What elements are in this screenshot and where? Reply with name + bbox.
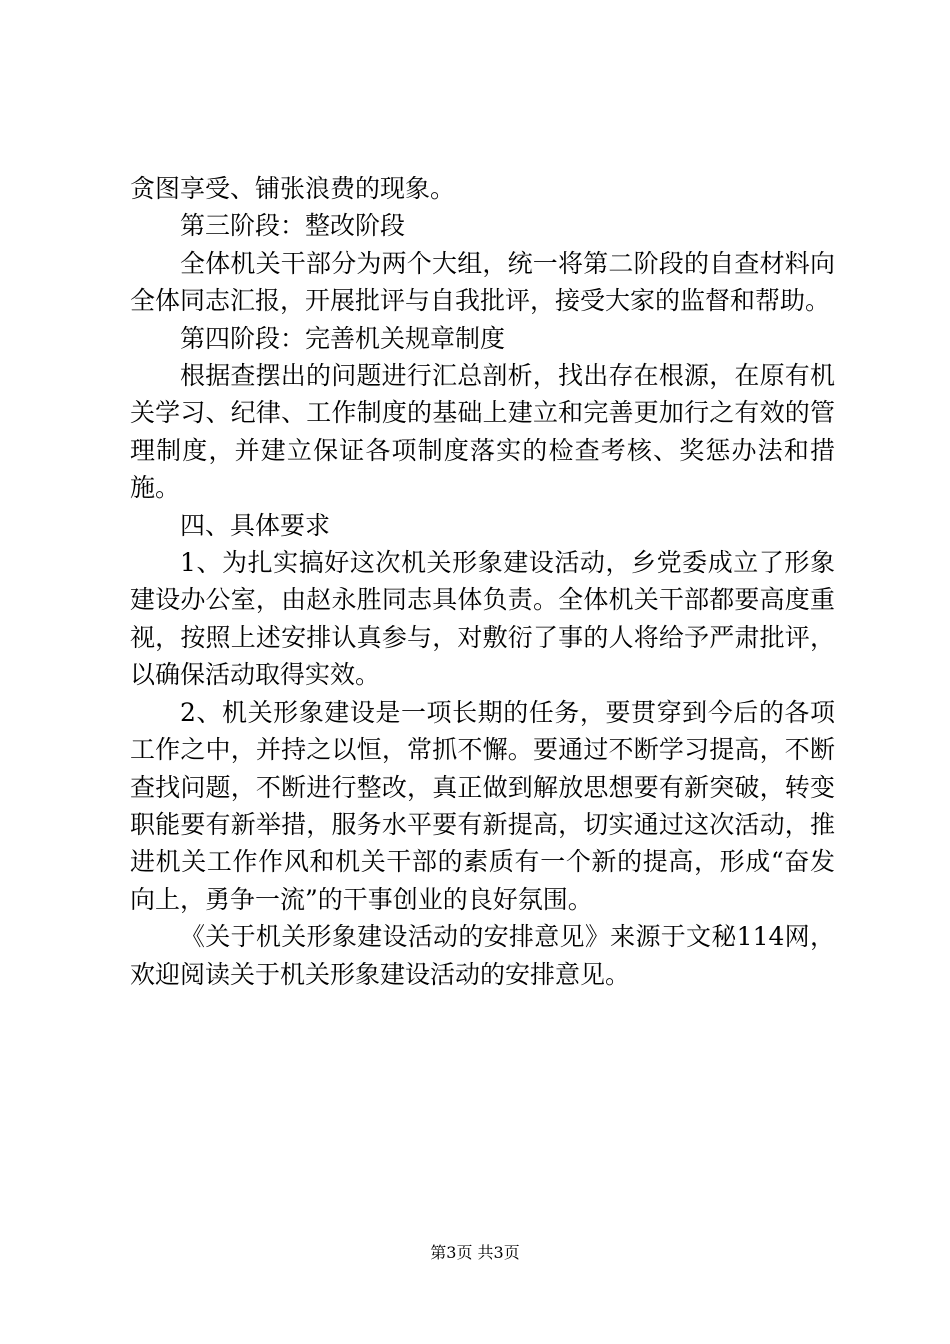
paragraph-continuation: 贪图享受、铺张浪费的现象。: [130, 174, 456, 203]
stage-three-heading: 第三阶段：整改阶段: [180, 211, 406, 241]
requirement-two-paragraph: 2、机关形象建设是一项长期的任务，要贯穿到今后的各项工作之中，并持之以恒，常抓不懈。要通过不断学习提高，不断查找问题，不断进行整改，真正做到解放思想要有新突破，转变职能要有新举措，服务水平要有新提高，切实通过这次活动，推进机关工作作风和机关干部的素质有一个新的提高，形成“奋发向上，勇争一流”的干事创业的良好氛围。: [130, 697, 835, 914]
stage-four-heading: 第四阶段：完善机关规章制度: [180, 323, 506, 353]
page-footer: [0, 1243, 950, 1263]
source-note-paragraph: 《关于机关形象建设活动的安排意见》来源于文秘114网，欢迎阅读关于机关形象建设活动的安排意见。: [130, 922, 835, 989]
stage-four-paragraph: 根据查摆出的问题进行汇总剖析，找出存在根源，在原有机关学习、纪律、工作制度的基础上建立和完善更加行之有效的管理制度，并建立保证各项制度落实的检查考核、奖惩办法和措施。: [130, 361, 835, 503]
document-body: [130, 170, 835, 993]
section-four-heading: 四、具体要求: [180, 510, 331, 540]
stage-three-paragraph: 全体机关干部分为两个大组，统一将第二阶段的自查材料向全体同志汇报，开展批评与自我批评，接受大家的监督和帮助。: [130, 248, 835, 316]
requirement-one-paragraph: 1、为扎实搞好这次机关形象建设活动，乡党委成立了形象建设办公室，由赵永胜同志具体负责。全体机关干部都要高度重视，按照上述安排认真参与，对敷衍了事的人将给予严肃批评，以确保活动取得实效。: [130, 548, 835, 690]
page-number-label: 第3页 共3页: [430, 1243, 520, 1262]
